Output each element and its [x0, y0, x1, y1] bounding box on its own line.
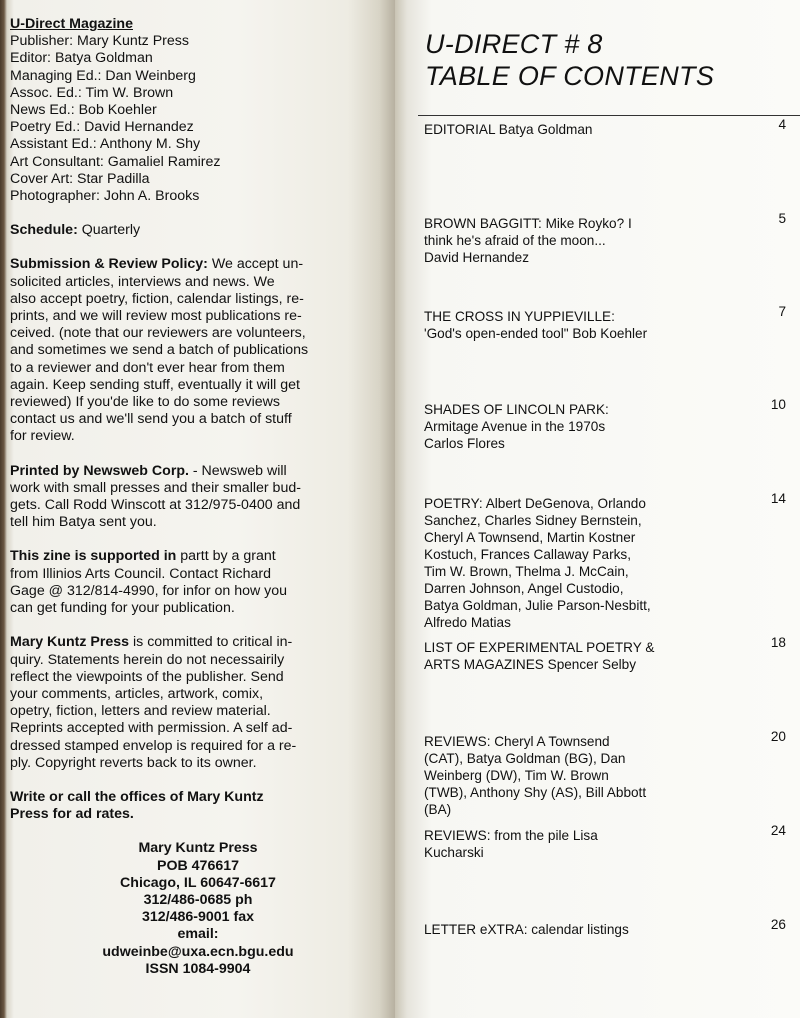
paragraph-line: [10, 274, 380, 291]
paragraph-line: [10, 652, 380, 669]
paragraph-text: and sometimes we send a batch of publications: [10, 342, 309, 359]
masthead-line: Assistant Ed.: Anthony M. Shy: [10, 136, 201, 153]
paragraph-line: [10, 806, 380, 823]
masthead-line: Managing Ed.: Dan Weinberg: [10, 67, 196, 84]
toc-entry[interactable]: [424, 729, 794, 818]
paragraph-gap: [10, 772, 380, 789]
paragraph-text: Quarterly: [77, 222, 141, 239]
toc-entry-line: Darren Johnson, Angel Custodio,: [424, 581, 624, 596]
paragraph-text: quiry. Statements herein do not necessairily: [10, 651, 285, 668]
paragraph-lead: Schedule:: [10, 222, 78, 239]
paragraph-gap: [10, 531, 380, 548]
toc-entry-line: David Hernandez: [424, 250, 530, 265]
paragraph-line: [10, 256, 380, 273]
paragraph-text: from Illinios Arts Council. Contact Richard: [10, 565, 271, 582]
paragraph-text: is committed to critical in-: [129, 634, 293, 651]
paragraph-line: [10, 325, 380, 342]
toc-entry-line: REVIEWS: Cheryl A Townsend: [424, 734, 610, 749]
toc-entry-line: ARTS MAGAZINES Spencer Selby: [424, 657, 637, 672]
paragraph-line: [10, 308, 380, 325]
toc-entry-line: Kucharski: [424, 845, 484, 860]
paragraph-text: prints, and we will review most publications re-: [10, 308, 302, 325]
masthead-line: Poetry Ed.: David Hernandez: [10, 119, 194, 136]
paragraph-text: ceived. (note that our reviewers are volunteers,: [10, 325, 306, 342]
paragraph-text: Reprints accepted with permission. A self ad-: [10, 720, 293, 737]
toc-entry-line: THE CROSS IN YUPPIEVILLE:: [424, 309, 615, 324]
paragraph-line: [10, 548, 380, 565]
paragraph-line: [10, 566, 380, 583]
toc-entry-line: Weinberg (DW), Tim W. Brown: [424, 768, 609, 783]
paragraph-text: again. Keep sending stuff, eventually it will get: [10, 376, 300, 393]
toc-entry[interactable]: [424, 823, 794, 861]
title-divider: [418, 115, 800, 116]
contact-line: email:: [177, 926, 219, 943]
paragraph-line: [10, 394, 380, 411]
paragraph: [10, 634, 380, 772]
toc-page-number: 10: [770, 397, 786, 412]
toc-entry-line: BROWN BAGGITT: Mike Royko? I: [424, 216, 632, 231]
paragraph-text: also accept poetry, fiction, calendar listings, re-: [10, 290, 304, 307]
paragraph-line: [10, 720, 380, 737]
paragraph-text: contact us and we'll send you a batch of stuff: [10, 411, 292, 428]
issue-title: U-DIRECT # 8: [425, 29, 603, 59]
paragraph-text: to a reviewer and don't ever hear from them: [10, 359, 285, 376]
paragraph-gap: [10, 617, 380, 634]
paragraph-text: tell him Batya sent you.: [10, 514, 157, 531]
toc-entry[interactable]: [424, 117, 794, 138]
toc-page-number: 24: [770, 823, 786, 838]
paragraph-text: ply. Copyright reverts back to its owner.: [10, 754, 257, 771]
toc-page-number: 4: [778, 117, 786, 132]
toc-entry[interactable]: [424, 397, 794, 452]
paragraph-text: work with small presses and their smaller bud-: [10, 479, 301, 496]
toc-page-number: 7: [778, 304, 786, 319]
paragraph-line: [10, 222, 380, 239]
toc-entry-line: (CAT), Batya Goldman (BG), Dan: [424, 751, 626, 766]
toc-entry[interactable]: [424, 211, 794, 266]
paragraph-lead: This zine is supported in: [10, 548, 177, 565]
paragraph-line: [10, 583, 380, 600]
paragraph-text: reflect the viewpoints of the publisher. Send: [10, 668, 284, 685]
contact-line: POB 476617: [156, 857, 240, 874]
toc-entry[interactable]: [424, 917, 794, 938]
masthead-line: Cover Art: Star Padilla: [10, 170, 150, 187]
paragraph-gap: [10, 446, 380, 463]
paragraph-line: [10, 789, 380, 806]
paragraph-text: can get funding for your publication.: [10, 600, 235, 617]
masthead-title: U-Direct Magazine: [10, 16, 133, 32]
toc-title: [425, 28, 714, 92]
paragraph-line: [10, 634, 380, 651]
contact-line: 312/486-0685 ph: [143, 891, 253, 908]
toc-page-number: 26: [770, 917, 786, 932]
paragraph-text: your comments, articles, artwork, comix,: [10, 685, 264, 702]
paragraph-text: opetry, fiction, letters and review material.: [10, 703, 271, 720]
paragraph-text: reviewed) If you'de like to do some reviews: [10, 394, 281, 411]
toc-page-number: 14: [770, 491, 786, 506]
paragraph-line: [10, 738, 380, 755]
paragraph-line: [10, 669, 380, 686]
paragraph-lead: Write or call the offices of Mary Kuntz: [10, 788, 264, 805]
toc-page-number: 20: [770, 729, 786, 744]
paragraph-text: Press for ad rates.: [10, 806, 134, 823]
paragraph-line: [10, 497, 380, 514]
paragraph-text: Gage @ 312/814-4990, for infor on how you: [10, 582, 288, 599]
paragraph-line: [10, 291, 380, 308]
toc-entry-line: Armitage Avenue in the 1970s: [424, 419, 606, 434]
paragraph-line: [10, 480, 380, 497]
paragraph-lead: Submission & Review Policy:: [10, 256, 208, 273]
toc-page-number: 5: [778, 211, 786, 226]
paragraph-line: [10, 342, 380, 359]
paragraph-line: [10, 600, 380, 617]
toc-entry-line: Cheryl A Townsend, Martin Kostner: [424, 530, 636, 545]
toc-entry-line: 'God's open-ended tool" Bob Koehler: [424, 326, 648, 341]
toc-page-number: 18: [770, 635, 786, 650]
toc-entry-line: Tim W. Brown, Thelma J. McCain,: [424, 564, 629, 579]
paragraph: [10, 548, 380, 617]
masthead-line: Art Consultant: Gamaliel Ramirez: [10, 153, 221, 170]
paragraph-line: [10, 686, 380, 703]
contact-line: udweinbe@uxa.ecn.bgu.edu: [102, 943, 294, 960]
paragraph: [10, 222, 380, 239]
toc-entry[interactable]: [424, 635, 794, 673]
toc-entry-line: Alfredo Matias: [424, 615, 511, 630]
toc-entry-line: POETRY: Albert DeGenova, Orlando: [424, 496, 646, 511]
paragraph-text: - Newsweb will: [188, 462, 287, 479]
paragraph-gap: [10, 205, 380, 222]
paragraph-line: [10, 514, 380, 531]
contact-line: ISSN 1084-9904: [145, 960, 251, 977]
masthead-line: Photographer: John A. Brooks: [10, 188, 200, 205]
toc-entry-line: Batya Goldman, Julie Parson-Nesbitt,: [424, 598, 651, 613]
toc-entry[interactable]: [424, 304, 794, 342]
contact-line: Mary Kuntz Press: [138, 840, 258, 857]
toc-entry-line: Carlos Flores: [424, 436, 505, 451]
paragraph-line: [10, 755, 380, 772]
paragraph-lead: Printed by Newsweb Corp.: [10, 462, 189, 479]
paragraph-line: [10, 463, 380, 480]
contact-line: Chicago, IL 60647-6617: [120, 874, 276, 891]
paragraph: [10, 256, 380, 445]
toc-entry-line: REVIEWS: from the pile Lisa: [424, 828, 598, 843]
contact-line: 312/486-9001 fax: [141, 909, 255, 926]
toc-entry-line: LETTER eXTRA: calendar listings: [424, 922, 629, 937]
paragraph-text: partt by a grant: [176, 548, 276, 565]
toc-entry-line: SHADES OF LINCOLN PARK:: [424, 402, 609, 417]
paragraph: [10, 789, 380, 823]
contents-heading: TABLE OF CONTENTS: [425, 61, 715, 91]
paragraph-gap: [10, 239, 380, 256]
paragraph-line: [10, 377, 380, 394]
toc-entry-line: (BA): [424, 802, 452, 817]
paragraph-text: We accept un-: [207, 256, 304, 273]
toc-entry-line: Sanchez, Charles Sidney Bernstein,: [424, 513, 642, 528]
toc-entry-line: LIST OF EXPERIMENTAL POETRY &: [424, 640, 655, 655]
paragraph-text: dressed stamped envelop is required for a re-: [10, 737, 297, 754]
paragraph-text: gets. Call Rodd Winscott at 312/975-0400 and: [10, 497, 301, 514]
paragraph-line: [10, 360, 380, 377]
toc-entry-line: think he's afraid of the moon...: [424, 233, 606, 248]
paragraph-line: [10, 411, 380, 428]
contact-block: [78, 840, 318, 978]
masthead-line: Editor: Batya Goldman: [10, 50, 153, 67]
masthead-line: News Ed.: Bob Koehler: [10, 102, 157, 119]
masthead-column: [10, 16, 380, 978]
paragraph-text: solicited articles, interviews and news. We: [10, 273, 275, 290]
toc-entry-line: Kostuch, Frances Callaway Parks,: [424, 547, 632, 562]
masthead-line: Publisher: Mary Kuntz Press: [10, 33, 189, 50]
masthead-line: Assoc. Ed.: Tim W. Brown: [10, 84, 174, 101]
toc-entry-line: EDITORIAL Batya Goldman: [424, 122, 593, 137]
toc-entry[interactable]: [424, 491, 794, 631]
paragraph-line: [10, 703, 380, 720]
paragraph-gap: [10, 823, 380, 840]
paragraph-lead: Mary Kuntz Press: [10, 634, 130, 651]
paragraph-text: for review.: [10, 428, 75, 445]
left-page: [0, 0, 395, 1018]
paragraph-line: [10, 428, 380, 445]
toc-entry-line: (TWB), Anthony Shy (AS), Bill Abbott: [424, 785, 647, 800]
paragraph: [10, 463, 380, 532]
